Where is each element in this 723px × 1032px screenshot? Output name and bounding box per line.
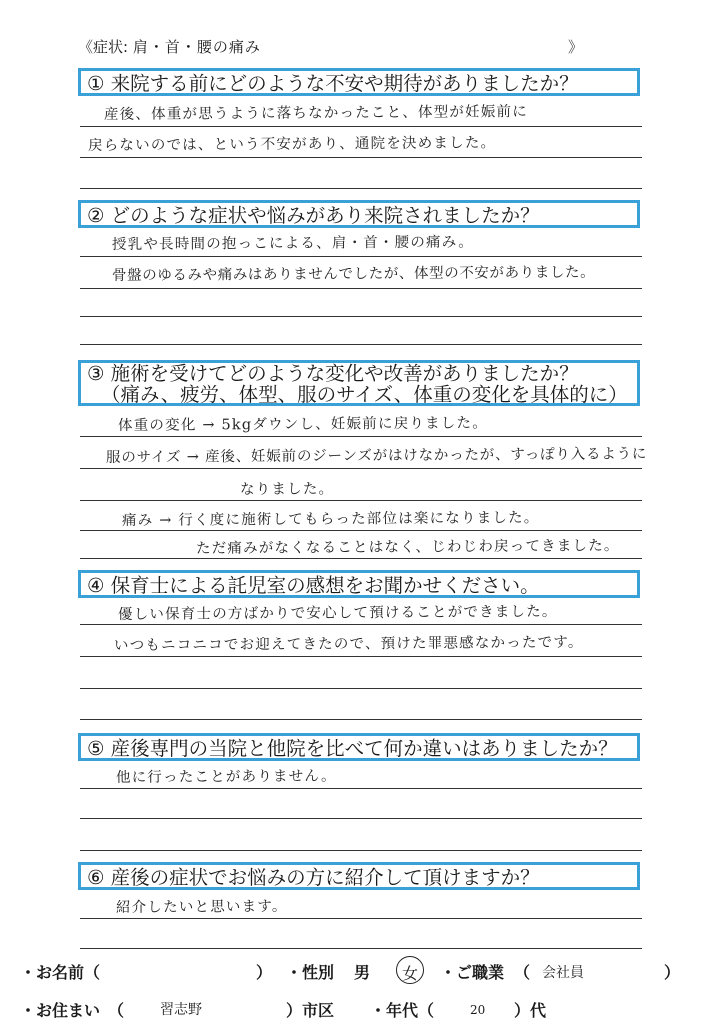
- city-suffix: ）市区: [286, 1001, 335, 1020]
- rule: [80, 500, 642, 501]
- symptom-header: [78, 36, 598, 57]
- age-label: ・年代（: [370, 1001, 435, 1020]
- question-1-text: ① 来院する前にどのような不安や期待がありましたか？: [87, 72, 579, 95]
- question-2-text: ② どのような症状や悩みがあり来院されましたか？: [87, 204, 540, 227]
- answer-4-line-1: 優しい保育士の方ばかりで安心して預けることができました。: [117, 603, 558, 623]
- answer-3-line-3: なりました。: [239, 481, 335, 498]
- symptom-close: 》: [568, 38, 584, 56]
- rule: [80, 624, 642, 625]
- answer-2-line-1: 授乳や長時間の抱っこによる、肩・首・腰の痛み。: [111, 234, 475, 253]
- answer-2-line-2: 骨盤のゆるみや痛みはありませんでしたが、体型の不安がありました。: [111, 264, 596, 284]
- rule: [80, 288, 642, 289]
- answer-3-line-2: 服のサイズ → 産後、妊娠前のジーンズがはけなかったが、すっぽり入るように: [105, 446, 648, 466]
- question-5: [78, 733, 640, 761]
- rule: [80, 436, 642, 437]
- rule: [80, 157, 642, 158]
- gender-female: 女: [402, 964, 419, 983]
- answer-1-line-2: 戻らないのでは、という不安があり、通院を決めました。: [87, 135, 497, 154]
- job-label: ・ご職業: [440, 963, 505, 982]
- question-3-text: ③ 施術を受けてどのような変化や改善がありましたか？: [87, 362, 579, 385]
- answer-5-line-1: 他に行ったことがありません。: [115, 768, 337, 786]
- gender-label: ・性別: [286, 963, 335, 982]
- address-label: ・お住まい （: [20, 1001, 125, 1020]
- age-suffix: ）代: [514, 1001, 547, 1020]
- rule: [80, 850, 642, 851]
- rule: [80, 344, 642, 345]
- rule: [80, 558, 642, 559]
- symptom-value: 肩・首・腰の痛み: [132, 38, 261, 56]
- question-1: [78, 68, 640, 96]
- rule: [80, 530, 642, 531]
- question-4-text: ④ 保育士による託児室の感想をお聞かせください。: [87, 574, 540, 597]
- job-value: 会社員: [542, 965, 584, 981]
- rule: [80, 256, 642, 257]
- symptom-label: 《症状:: [78, 38, 129, 56]
- age-value: 20: [470, 1003, 486, 1017]
- answer-1-line-1: 産後、体重が思うように落ちなかったこと、体型が妊娠前に: [103, 104, 528, 123]
- question-4: [78, 570, 640, 598]
- answer-4-line-2: いつもニコニコでお迎えてきたので、預けた罪悪感なかったです。: [113, 634, 584, 654]
- rule: [80, 948, 642, 949]
- job-open: （: [514, 963, 531, 982]
- rule: [80, 688, 642, 689]
- question-3-subtext: （痛み、疲労、体型、服のサイズ、体重の変化を具体的に）: [101, 383, 628, 406]
- question-6-text: ⑥ 産後の症状でお悩みの方に紹介して頂けますか？: [87, 866, 540, 889]
- rule: [80, 918, 642, 919]
- answer-3-line-1: 体重の変化 → 5kgダウンし、妊娠前に戻りました。: [117, 415, 488, 434]
- rule: [80, 188, 642, 189]
- name-close: ）: [256, 963, 273, 982]
- rule: [80, 656, 642, 657]
- rule: [80, 719, 642, 720]
- name-label: ・お名前（: [20, 963, 101, 982]
- rule: [80, 316, 642, 317]
- rule: [80, 788, 642, 789]
- question-6: [78, 862, 640, 890]
- question-2: [78, 200, 640, 228]
- question-5-text: ⑤ 産後専門の当院と他院を比べて何か違いはありましたか？: [87, 737, 618, 760]
- question-3: [78, 360, 640, 406]
- answer-3-line-5: ただ痛みがなくなることはなく、じわじわ戻ってきました。: [195, 538, 620, 557]
- rule: [80, 468, 642, 469]
- answer-6-line-1: 紹介したいと思います。: [115, 898, 288, 916]
- address-value: 習志野: [160, 1002, 202, 1018]
- job-close: ）: [664, 963, 681, 982]
- rule: [80, 818, 642, 819]
- answer-3-line-4: 痛み → 行く度に施術してもらった部位は楽になりました。: [121, 510, 540, 529]
- gender-male: 男: [354, 963, 371, 982]
- rule: [80, 126, 642, 127]
